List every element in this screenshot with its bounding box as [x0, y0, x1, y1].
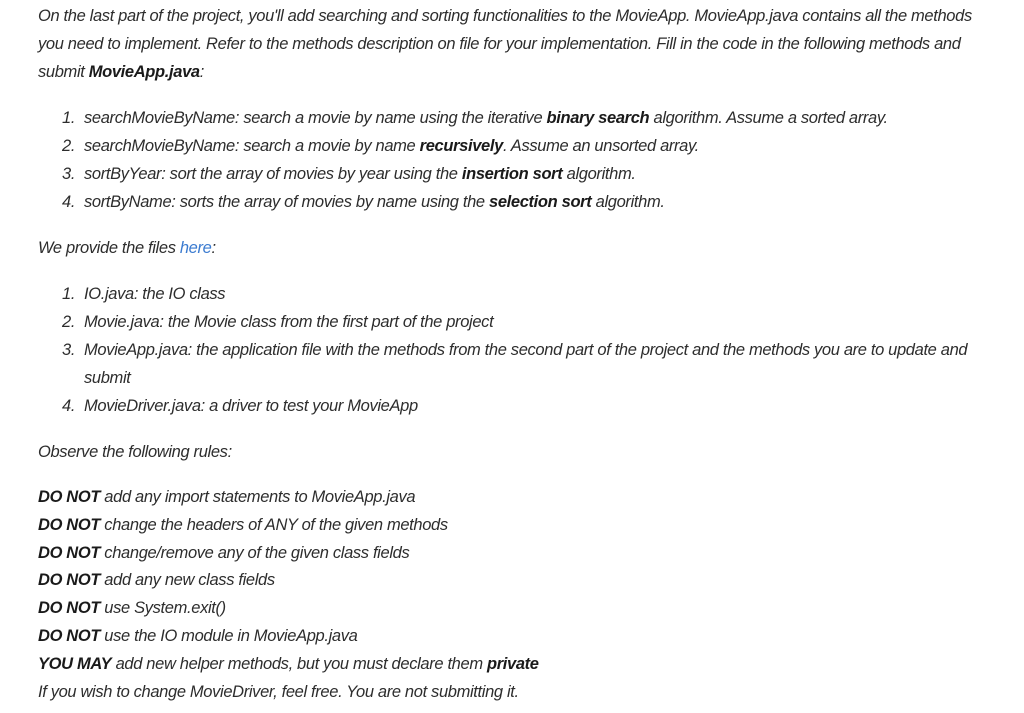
- file-text: MovieApp.java: the application file with the methods from the second part of the project and the methods you are to update and submit: [84, 341, 968, 387]
- list-item: [38, 336, 998, 392]
- rule-keyword: DO NOT: [38, 599, 101, 618]
- provide-paragraph: [38, 234, 998, 262]
- rule-text: change the headers of ANY of the given methods: [100, 515, 448, 534]
- intro-paragraph: [38, 2, 998, 86]
- method-emphasis: recursively: [419, 137, 503, 155]
- method-text: sortByName: sorts the array of movies by name using the: [84, 193, 489, 211]
- list-number: 2.: [62, 313, 76, 331]
- file-text: IO.java: the IO class: [84, 285, 226, 303]
- method-emphasis: insertion sort: [461, 165, 563, 183]
- methods-list: [38, 104, 998, 216]
- list-number: 4.: [62, 397, 76, 415]
- list-number: 1.: [62, 285, 76, 303]
- rule-keyword: DO NOT: [38, 543, 101, 562]
- list-item: [38, 104, 998, 132]
- assignment-document: [38, 2, 998, 706]
- list-item: [38, 132, 998, 160]
- observe-heading: Observe the following rules:: [38, 443, 232, 461]
- rule-line: [38, 567, 998, 595]
- files-link[interactable]: here: [179, 239, 212, 257]
- list-number: 3.: [62, 165, 76, 183]
- rule-keyword: DO NOT: [38, 515, 101, 534]
- list-item: [38, 188, 998, 216]
- rule-keyword: DO NOT: [38, 488, 101, 506]
- method-text-end: algorithm. Assume a sorted array.: [649, 109, 888, 127]
- rule-text: add new helper methods, but you must declare them: [111, 654, 487, 673]
- method-text-end: . Assume an unsorted array.: [502, 137, 699, 155]
- rule-line: [38, 484, 998, 512]
- list-number: 1.: [62, 109, 76, 127]
- rule-keyword-private: private: [486, 654, 539, 673]
- rule-text: use System.exit(): [100, 599, 226, 618]
- list-item: [38, 392, 998, 420]
- rule-line: [38, 623, 998, 651]
- rules-list: [38, 484, 998, 706]
- rule-line: [38, 512, 998, 540]
- rule-keyword: YOU MAY: [38, 654, 112, 673]
- files-list: [38, 280, 998, 420]
- method-text: searchMovieByName: search a movie by name using the iterative: [84, 109, 547, 127]
- intro-colon: :: [199, 63, 204, 81]
- method-emphasis: binary search: [546, 109, 650, 127]
- rule-keyword: DO NOT: [38, 626, 101, 645]
- list-number: 2.: [62, 137, 76, 155]
- rule-keyword: DO NOT: [38, 571, 101, 590]
- rule-text: add any new class fields: [100, 571, 275, 590]
- list-item: [38, 160, 998, 188]
- file-text: Movie.java: the Movie class from the first part of the project: [84, 313, 494, 331]
- method-text-end: algorithm.: [562, 165, 636, 183]
- list-item: [38, 308, 998, 336]
- list-item: [38, 280, 998, 308]
- method-text-end: algorithm.: [591, 193, 665, 211]
- intro-text: On the last part of the project, you'll add searching and sorting functionalities to the MovieApp. MovieApp.java contains all the methods you need to implement. Refer to the methods description on file for your implementation. Fill in the code in the following methods and submit: [38, 7, 972, 81]
- rule-text: change/remove any of the given class fields: [100, 543, 410, 562]
- method-text: searchMovieByName: search a movie by name: [84, 137, 420, 155]
- rule-line: [38, 651, 998, 679]
- rule-line: [38, 540, 998, 568]
- intro-filename: MovieApp.java: [88, 63, 200, 81]
- footer-note: If you wish to change MovieDriver, feel free. You are not submitting it.: [38, 682, 519, 701]
- list-number: 4.: [62, 193, 76, 211]
- provide-text: We provide the files: [38, 239, 180, 257]
- method-text: sortByYear: sort the array of movies by year using the: [84, 165, 462, 183]
- rule-line: [38, 595, 998, 623]
- list-number: 3.: [62, 341, 76, 359]
- provide-colon: :: [211, 239, 216, 257]
- file-text: MovieDriver.java: a driver to test your MovieApp: [84, 397, 418, 415]
- rule-text: use the IO module in MovieApp.java: [100, 626, 358, 645]
- rule-text: add any import statements to MovieApp.java: [100, 488, 416, 506]
- method-emphasis: selection sort: [489, 193, 592, 211]
